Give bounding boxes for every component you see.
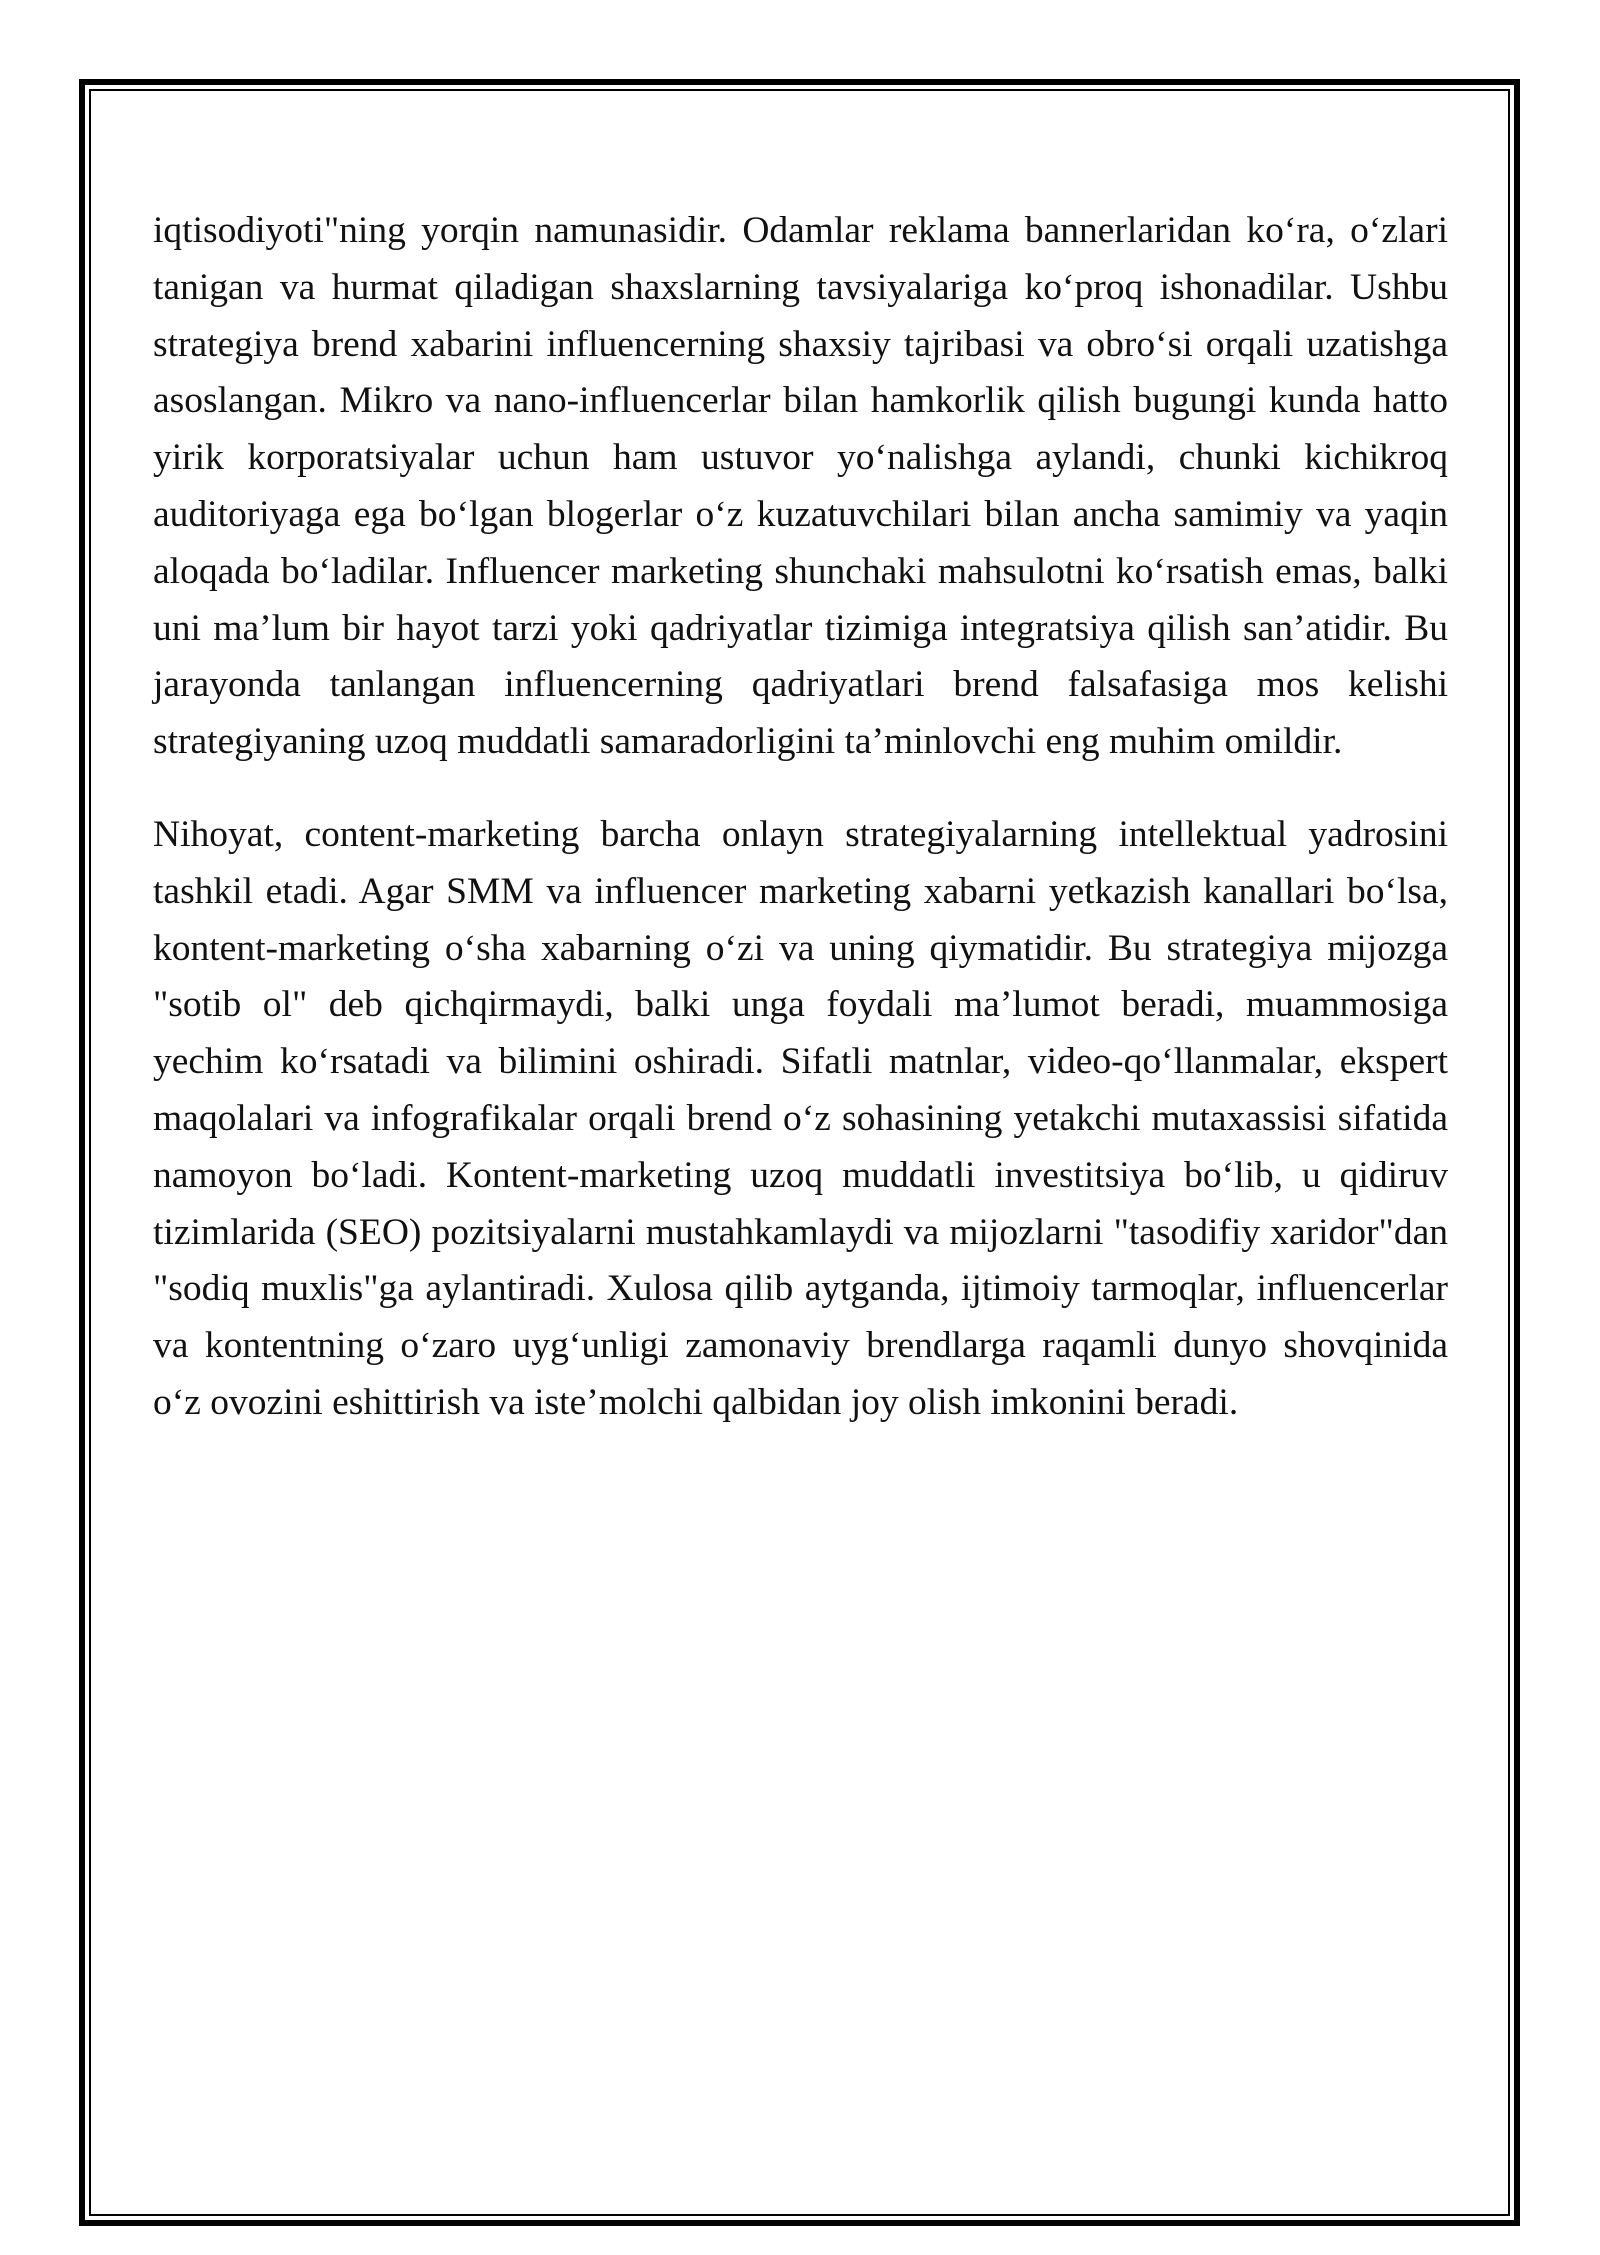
document-body [153,203,1448,1432]
paragraph-influencer-marketing: iqtisodiyoti"ning yorqin namunasidir. Odamlar reklama bannerlaridan ko‘ra, o‘zlari tanigan va hurmat qiladigan shaxslarning tavsiyalariga ko‘proq ishonadilar. Ushbu strategiya brend xabarini influencerning shaxsiy tajribasi va obro‘si orqali uzatishga asoslangan. Mikro va nano-influencerlar bilan hamkorlik qilish bugungi kunda hatto yirik korporatsiyalar uchun ham ustuvor yo‘nalishga aylandi, chunki kichikroq auditoriyaga ega bo‘lgan blogerlar o‘z kuzatuvchilari bilan ancha samimiy va yaqin aloqada bo‘ladilar. Influencer marketing shunchaki mahsulotni ko‘rsatish emas, balki uni ma’lum bir hayot tarzi yoki qadriyatlar tizimiga integratsiya qilish san’atidir. Bu jarayonda tanlangan influencerning qadriyatlari brend falsafasiga mos kelishi strategiyaning uzoq muddatli samaradorligini ta’minlovchi eng muhim omildir. [153,210,1448,763]
paragraph-content-marketing: Nihoyat, content-marketing barcha onlayn strategiyalarning intellektual yadrosini tashkil etadi. Agar SMM va influencer marketing xabarni yetkazish kanallari bo‘lsa, kontent-marketing o‘sha xabarning o‘zi va uning qiymatidir. Bu strategiya mijozga "sotib ol" deb qichqirmaydi, balki unga foydali ma’lumot beradi, muammosiga yechim ko‘rsatadi va bilimini oshiradi. Sifatli matnlar, video-qo‘llanmalar, ekspert maqolalari va infografikalar orqali brend o‘z sohasining yetakchi mutaxassisi sifatida namoyon bo‘ladi. Kontent-marketing uzoq muddatli investitsiya bo‘lib, u qidiruv tizimlarida (SEO) pozitsiyalarni mustahkamlaydi va mijozlarni "tasodifiy xaridor"dan "sodiq muxlis"ga aylantiradi. Xulosa qilib aytganda, ijtimoiy tarmoqlar, influencerlar va kontentning o‘zaro uyg‘unligi zamonaviy brendlarga raqamli dunyo shovqinida o‘z ovozini eshittirish va iste’molchi qalbidan joy olish imkonini beradi. [153,813,1448,1423]
